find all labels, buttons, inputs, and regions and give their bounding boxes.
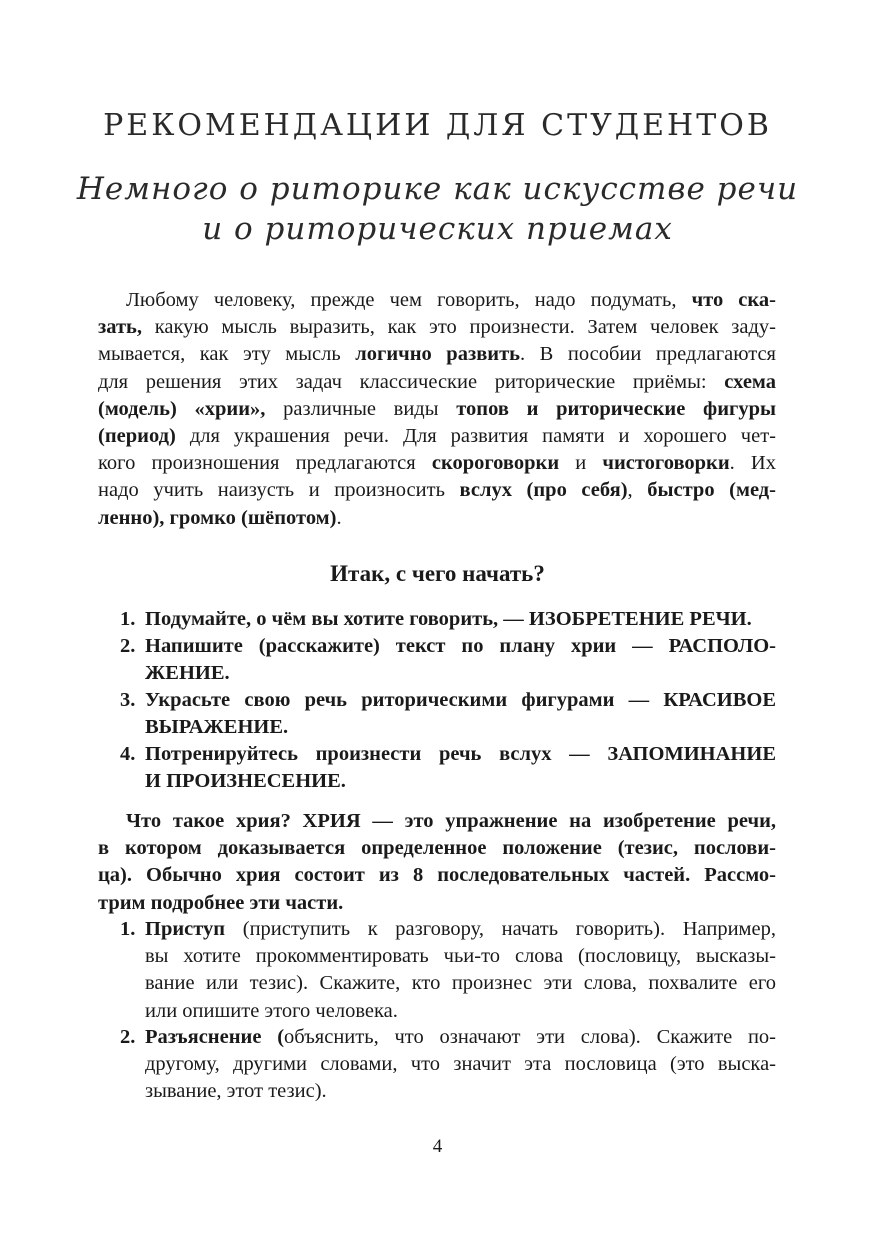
part-number: 1. bbox=[120, 918, 136, 940]
step-item bbox=[120, 606, 776, 633]
step-item bbox=[120, 687, 776, 741]
chria-part-item bbox=[120, 1024, 776, 1106]
intro-line: (модель) «хрии», различные виды топов и риторические фигуры bbox=[98, 397, 777, 420]
subtitle-line-1: Немного о риторике как искусстве речи bbox=[76, 171, 799, 207]
step-number: 2. bbox=[120, 635, 136, 657]
part-line: Приступ (приступить к разговору, начать говорить). Например, bbox=[145, 918, 776, 940]
chria-line: Что такое хрия? ХРИЯ — это упражнение на изобретение речи, bbox=[126, 810, 776, 832]
chria-line: ца). Обычно хрия состоит из 8 последовательных частей. Рассмо- bbox=[98, 864, 776, 887]
intro-line: ленно), громко (шёпотом). bbox=[98, 506, 342, 529]
step-text: ЖЕНИЕ. bbox=[145, 662, 230, 685]
step-text: Потренируйтесь произнести речь вслух — ЗАПОМИНАНИЕ bbox=[145, 743, 776, 765]
chria-paragraph bbox=[98, 808, 776, 917]
part-number: 2. bbox=[120, 1026, 136, 1048]
section-title: РЕКОМЕНДАЦИИ ДЛЯ СТУДЕНТОВ bbox=[103, 108, 772, 143]
intro-line: мывается, как эту мысль логично развить. В пособии предлагаются bbox=[98, 343, 776, 366]
part-term: Разъяснение ( bbox=[145, 1026, 285, 1048]
intro-line: для решения этих задач классические риторические приёмы: схема bbox=[98, 370, 776, 393]
step-text: И ПРОИЗНЕСЕНИЕ. bbox=[145, 770, 346, 793]
part-line: Разъяснение (объяснить, что означают эти слова). Скажите по- bbox=[145, 1026, 776, 1048]
part-line: другому, другими словами, что значит эта пословица (это выска- bbox=[145, 1053, 776, 1076]
intro-line: кого произношения предлагаются скороговорки и чистоговорки. Их bbox=[98, 452, 776, 475]
step-number: 1. bbox=[120, 608, 136, 630]
step-number: 4. bbox=[120, 743, 136, 765]
step-number: 3. bbox=[120, 689, 136, 711]
intro-paragraph bbox=[98, 287, 776, 532]
step-text: Напишите (расскажите) текст по плану хрии — РАСПОЛО- bbox=[145, 635, 776, 657]
step-item bbox=[120, 741, 776, 795]
chria-line: в котором доказывается определенное положение (тезис, послови- bbox=[98, 837, 776, 860]
page-number: 4 bbox=[432, 1136, 443, 1157]
part-line: зывание, этот тезис). bbox=[145, 1080, 327, 1103]
chria-line: трим подробнее эти части. bbox=[98, 891, 344, 914]
subtitle-line-2: и о риторических приемах bbox=[202, 211, 673, 247]
chria-part-item bbox=[120, 916, 776, 1025]
intro-line: зать, какую мысль выразить, как это произнести. Затем человек заду- bbox=[98, 316, 776, 339]
steps-heading: Итак, с чего начать? bbox=[330, 561, 545, 586]
part-line: вы хотите прокомментировать чьи-то слова (пословицу, высказы- bbox=[145, 945, 776, 968]
step-text: Подумайте, о чём вы хотите говорить, — ИЗОБРЕТЕНИЕ РЕЧИ. bbox=[145, 608, 752, 630]
intro-line: (период) для украшения речи. Для развития памяти и хорошего чет- bbox=[98, 424, 776, 447]
intro-line: Любому человеку, прежде чем говорить, надо подумать, что ска- bbox=[126, 289, 776, 311]
part-line: вание или тезис). Скажите, кто произнес эти слова, похвалите его bbox=[145, 972, 776, 995]
part-term: Приступ bbox=[145, 918, 226, 940]
intro-line: надо учить наизусть и произносить вслух (про себя), быстро (мед- bbox=[98, 479, 776, 502]
step-text: ВЫРАЖЕНИЕ. bbox=[145, 716, 289, 739]
step-item bbox=[120, 633, 776, 687]
part-line: или опишите этого человека. bbox=[145, 999, 398, 1022]
step-text: Украсьте свою речь риторическими фигурами — КРАСИВОЕ bbox=[145, 689, 776, 711]
